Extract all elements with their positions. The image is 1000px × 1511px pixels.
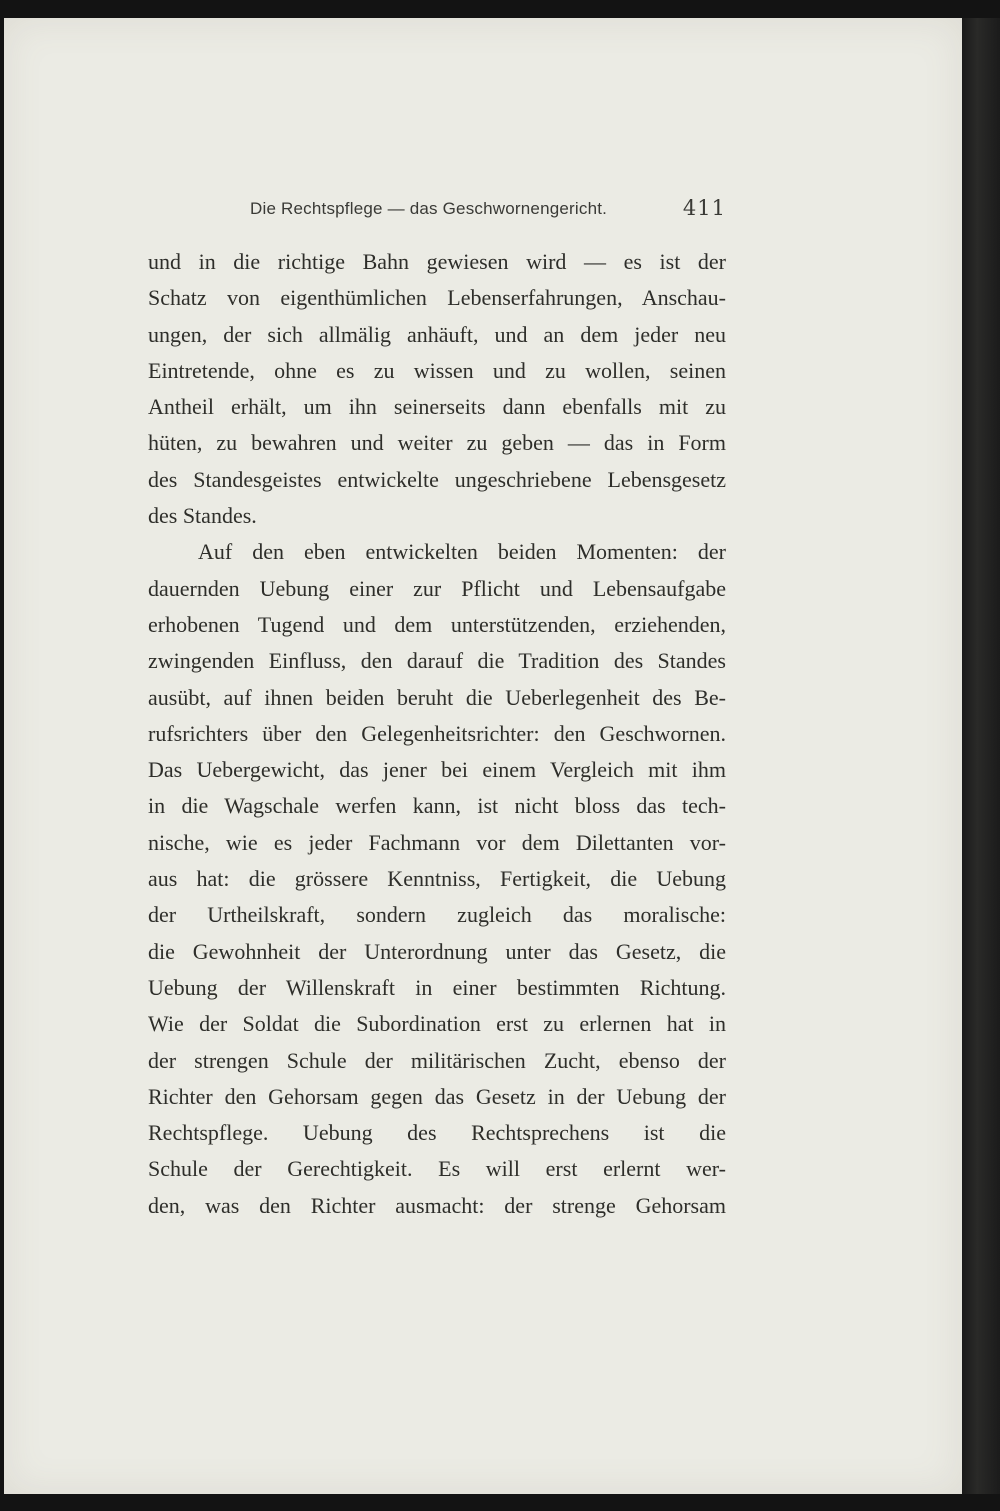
text-line: Schatz von eigenthümlichen Lebenserfahrungen, Anschau-: [148, 285, 726, 311]
text-line: erhobenen Tugend und dem unterstützenden, erziehenden,: [148, 611, 726, 637]
running-head-title: Die Rechtspflege — das Geschwornengericht.: [250, 199, 608, 218]
page-number: 411: [682, 196, 726, 220]
text-line: Das Uebergewicht, das jener bei einem Vergleich mit ihm: [148, 757, 726, 783]
book-edge: [962, 18, 1000, 1494]
text-line: Antheil erhält, um ihn seinerseits dann ebenfalls mit zu: [148, 394, 726, 420]
text-line: Uebung der Willenskraft in einer bestimmten Richtung.: [148, 974, 726, 1000]
text-line: Auf den eben entwickelten beiden Momenten: der: [198, 539, 726, 565]
text-line: den, was den Richter ausmacht: der strenge Gehorsam: [148, 1192, 726, 1218]
text-line: des Standes.: [148, 503, 257, 529]
text-line: und in die richtige Bahn gewiesen wird — es ist der: [148, 249, 726, 274]
body-text: [148, 244, 726, 1224]
text-line: ausübt, auf ihnen beiden beruht die Ueberlegenheit des Be-: [148, 684, 726, 710]
text-line: nische, wie es jeder Fachmann vor dem Dilettanten vor-: [148, 829, 726, 855]
text-line: des Standesgeistes entwickelte ungeschriebene Lebensgesetz: [148, 466, 726, 492]
text-line: Wie der Soldat die Subordination erst zu erlernen hat in: [148, 1011, 726, 1037]
text-line: ungen, der sich allmälig anhäuft, und an dem jeder neu: [148, 321, 726, 347]
text-line: rufsrichters über den Gelegenheitsrichter: den Geschwornen.: [148, 720, 726, 746]
text-line: dauernden Uebung einer zur Pflicht und Lebensaufgabe: [148, 575, 726, 601]
text-line: in die Wagschale werfen kann, ist nicht bloss das tech-: [148, 793, 726, 819]
text-line: Rechtspflege. Uebung des Rechtsprechens ist die: [148, 1120, 726, 1146]
text-line: hüten, zu bewahren und weiter zu geben — das in Form: [148, 430, 726, 456]
text-line: der strengen Schule der militärischen Zucht, ebenso der: [148, 1047, 726, 1073]
text-line: zwingenden Einfluss, den darauf die Tradition des Standes: [148, 648, 726, 674]
text-line: die Gewohnheit der Unterordnung unter das Gesetz, die: [148, 938, 726, 964]
running-head: [250, 196, 726, 226]
text-line: Schule der Gerechtigkeit. Es will erst erlernt wer-: [148, 1156, 726, 1182]
text-line: Eintretende, ohne es zu wissen und zu wollen, seinen: [148, 357, 726, 383]
text-line: Richter den Gehorsam gegen das Gesetz in der Uebung der: [148, 1083, 726, 1109]
text-line: aus hat: die grössere Kenntniss, Fertigkeit, die Uebung: [148, 866, 726, 892]
text-line: der Urtheilskraft, sondern zugleich das moralische:: [148, 902, 726, 928]
